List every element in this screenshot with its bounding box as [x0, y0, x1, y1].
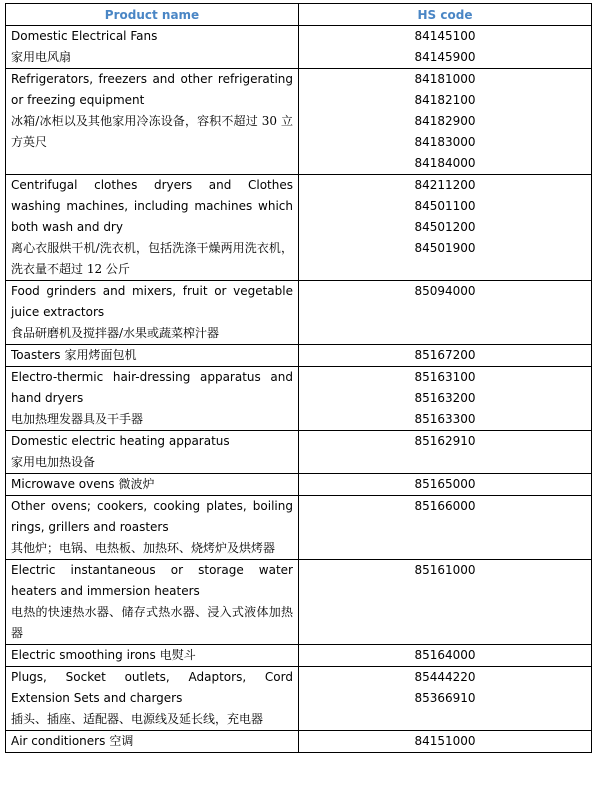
- product-name-cell: [6, 474, 299, 496]
- table-body: [6, 26, 592, 753]
- product-name-cell: [6, 667, 299, 731]
- product-name-en: Centrifugal clothes dryers and Clothes washing machines, including machines which both wash and dry: [11, 178, 293, 234]
- product-name-header: Product name: [6, 4, 299, 26]
- hs-code-cell: [299, 667, 592, 731]
- product-name-en: Air conditioners: [11, 734, 106, 748]
- product-name-cell: [6, 69, 299, 175]
- table-header-row: [6, 4, 592, 26]
- hs-code: 85166000: [414, 499, 476, 513]
- product-name-en: Electro-thermic hair-dressing apparatus and hand dryers: [11, 370, 293, 405]
- product-name-zh: 家用电加热设备: [11, 455, 96, 469]
- hs-code: 84183000: [414, 135, 476, 149]
- hs-code: 85162910: [414, 434, 476, 448]
- product-name-en: Other ovens; cookers, cooking plates, boiling rings, grillers and roasters: [11, 499, 293, 534]
- hs-code: 85444220: [414, 670, 476, 684]
- product-name-en: Electric instantaneous or storage water heaters and immersion heaters: [11, 563, 293, 598]
- table-row: [6, 496, 592, 560]
- hs-code-cell: [299, 175, 592, 281]
- hs-code-cell: [299, 474, 592, 496]
- table-row: [6, 667, 592, 731]
- hs-code: 85165000: [414, 477, 476, 491]
- product-name-zh: 离心衣服烘干机/洗衣机，包括洗涤干燥两用洗衣机，洗衣量不超过 12 公斤: [11, 241, 293, 276]
- hs-code-cell: [299, 367, 592, 431]
- hs-code-cell: [299, 496, 592, 560]
- product-name-zh: 食品研磨机及搅拌器/水果或蔬菜榨汁器: [11, 326, 220, 340]
- hs-code-cell: [299, 731, 592, 753]
- hs-code: 85164000: [414, 648, 476, 662]
- hs-code: 84181000: [414, 72, 476, 86]
- product-name-en: Microwave ovens: [11, 477, 115, 491]
- table-row: [6, 474, 592, 496]
- hs-code: 84501900: [414, 241, 476, 255]
- hs-code-header: HS code: [299, 4, 592, 26]
- product-name-zh: 微波炉: [118, 477, 155, 491]
- hs-code: 84184000: [414, 156, 476, 170]
- table-row: [6, 69, 592, 175]
- hs-code: 84211200: [414, 178, 476, 192]
- hs-code: 85167200: [414, 348, 476, 362]
- product-name-cell: [6, 175, 299, 281]
- hs-code: 85163100: [414, 370, 476, 384]
- hs-code: 84182900: [414, 114, 476, 128]
- product-name-cell: [6, 560, 299, 645]
- hs-code: 85163300: [414, 412, 476, 426]
- hs-code-cell: [299, 26, 592, 69]
- product-name-en: Plugs, Socket outlets, Adaptors, Cord Extension Sets and chargers: [11, 670, 293, 705]
- product-name-zh: 家用电风扇: [11, 50, 72, 64]
- product-name-en: Food grinders and mixers, fruit or vegetable juice extractors: [11, 284, 293, 319]
- table-row: [6, 345, 592, 367]
- product-name-zh: 电热的快速热水器、储存式热水器、浸入式液体加热器: [11, 605, 293, 640]
- table-row: [6, 281, 592, 345]
- hs-code-cell: [299, 431, 592, 474]
- product-name-zh: 空调: [109, 734, 134, 748]
- table-row: [6, 367, 592, 431]
- product-name-zh: 家用烤面包机: [64, 348, 137, 362]
- hs-code-cell: [299, 645, 592, 667]
- product-name-zh: 电加热理发器具及干手器: [11, 412, 144, 426]
- table-row: [6, 26, 592, 69]
- product-name-zh: 其他炉；电锅、电热板、加热环、烧烤炉及烘烤器: [11, 541, 276, 555]
- product-name-cell: [6, 496, 299, 560]
- product-name-cell: [6, 731, 299, 753]
- product-name-en: Domestic electric heating apparatus: [11, 434, 230, 448]
- product-name-cell: [6, 26, 299, 69]
- hs-code: 84145900: [414, 50, 476, 64]
- hs-code: 85161000: [414, 563, 476, 577]
- hs-code: 84501200: [414, 220, 476, 234]
- hs-code-table: [5, 3, 592, 753]
- table-row: [6, 175, 592, 281]
- product-name-zh: 冰箱/冰柜以及其他家用冷冻设备，容积不超过 30 立方英尺: [11, 114, 293, 149]
- hs-code: 84145100: [414, 29, 476, 43]
- table-row: [6, 431, 592, 474]
- product-name-zh: 电熨斗: [159, 648, 196, 662]
- hs-code: 85094000: [414, 284, 476, 298]
- hs-code: 85366910: [414, 691, 476, 705]
- hs-code: 84182100: [414, 93, 476, 107]
- hs-code: 84501100: [414, 199, 476, 213]
- hs-code: 84151000: [414, 734, 476, 748]
- product-name-cell: [6, 281, 299, 345]
- product-name-cell: [6, 367, 299, 431]
- product-name-en: Refrigerators, freezers and other refrigerating or freezing equipment: [11, 72, 293, 107]
- product-name-en: Toasters: [11, 348, 61, 362]
- hs-code-cell: [299, 345, 592, 367]
- product-name-en: Domestic Electrical Fans: [11, 29, 158, 43]
- hs-code-cell: [299, 281, 592, 345]
- hs-code-cell: [299, 560, 592, 645]
- table-row: [6, 731, 592, 753]
- hs-code-cell: [299, 69, 592, 175]
- table-row: [6, 560, 592, 645]
- product-name-en: Electric smoothing irons: [11, 648, 156, 662]
- product-name-cell: [6, 431, 299, 474]
- product-name-zh: 插头、插座、适配器、电源线及延长线，充电器: [11, 712, 264, 726]
- product-name-cell: [6, 345, 299, 367]
- hs-code: 85163200: [414, 391, 476, 405]
- table-row: [6, 645, 592, 667]
- product-name-cell: [6, 645, 299, 667]
